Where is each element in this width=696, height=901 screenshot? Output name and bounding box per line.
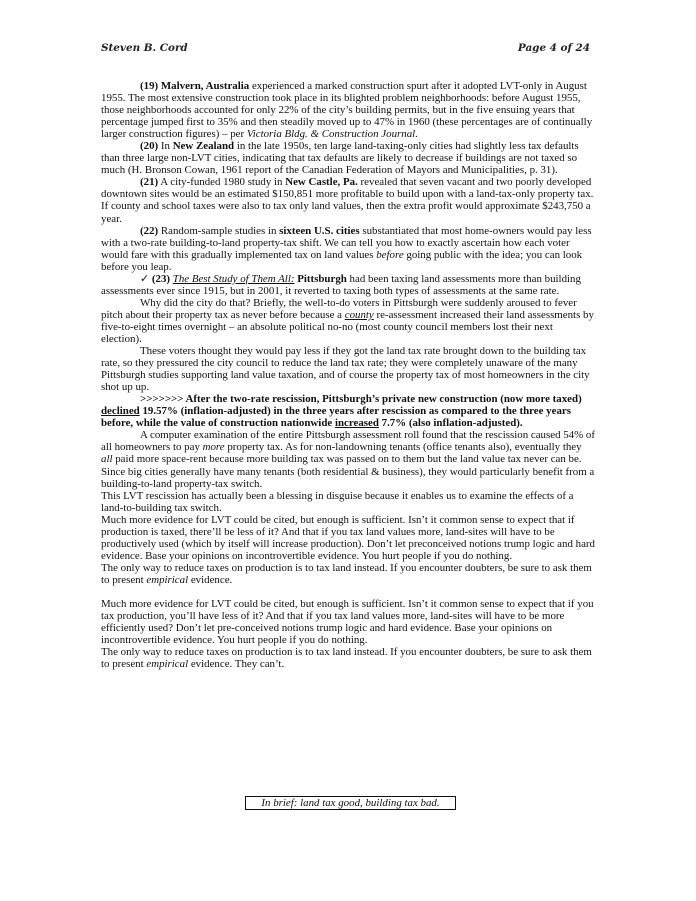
summary-box: In brief: land tax good, building tax bad. bbox=[245, 796, 456, 810]
author-name: Steven B. Cord bbox=[101, 42, 188, 54]
paragraph-20: (20) In New Zealand in the late 1950s, ten large land-taxing-only cities had slightly less tax defaults than three large non-LVT cities, indicating that tax defaults are likely to decrease if buildings are not taxed so much (H. Bronson Cowan, 1961 report of the Canadian Federation of Mayors and Municipalities, p. 31). bbox=[101, 140, 579, 177]
page-header bbox=[101, 42, 590, 54]
item-number: (20) bbox=[140, 140, 159, 153]
paragraph-22: (22) Random-sample studies in sixteen U.S. cities substantiated that most home-owners would pay less with a two-rate building-to-land property-tax shift. We can tell you how to exactly ascertain how each voter would fare with this gradually implemented tax on land values before going public with the idea; you can look before you leap. bbox=[101, 224, 592, 273]
paragraph-blessing: This LVT rescission has actually been a blessing in disguise because it enables us to examine the effects of a land-to-building tax switch. bbox=[101, 489, 574, 514]
paragraph-19: (19) Malvern, Australia experienced a marked construction spurt after it adopted LVT-only in August 1955. The most extensive construction took place in its blighted problem neighborhoods: before August 1955, those neighborhoods accounted for only 22% of the city’s building permits, but in the five ensuing years that percentage jumped first to 35% and then steadily moved up to 47% in 1960 (these percentages are of continually larger construction figures) – per Victoria Bldg. & Construction Journal. bbox=[101, 80, 593, 141]
paragraph-23: ✓ (23) The Best Study of Them All: Pittsburgh had been taxing land assessments more than building assessments ever since 1915, but in 2001, it reverted to taxing both types of assessments at the same rate. bbox=[101, 272, 581, 297]
item-number: (22) bbox=[140, 224, 159, 237]
item-number: (21) bbox=[140, 176, 159, 189]
source-citation: Victoria Bldg. & Construction Journal bbox=[246, 128, 416, 141]
paragraph-evidence-1: Much more evidence for LVT could be cited, but enough is sufficient. Isn’t it common sense to expect that if production is taxed, there’ll be less of it? And that if you tax land values more, land-sites will have to be productively used (which by itself will increase production). Don’t let preconceived notions trump logic and hard evidence. Base your opinions on incontrovertible evidence. You hurt people if you do nothing. bbox=[101, 513, 595, 562]
place-name: sixteen U.S. cities bbox=[279, 224, 360, 237]
place-name: Malvern, Australia bbox=[160, 80, 250, 92]
paragraph-why: Why did the city do that? Briefly, the well-to-do voters in Pittsburgh were suddenly aroused to fever pitch about their property tax as never before because a county re-assessment increased their land assessments by five-to-eight times overnight – an absolute political no-no (most county council members lost their next election). bbox=[101, 296, 594, 345]
paragraph-only-way-1: The only way to reduce taxes on production is to tax land instead. If you encounter doubters, be sure to ask them to present empirical evidence. bbox=[101, 561, 592, 586]
paragraph-21: (21) A city-funded 1980 study in New Castle, Pa. revealed that seven vacant and two poorly developed downtown sites would be an estimated $150,851 more profitable to build upon with a land-tax-only property tax. If county and school taxes were also to tax only land values, then the extra profit would approximate $243,750 a year. bbox=[101, 176, 594, 225]
paragraph-evidence-2: Much more evidence for LVT could be cited, but enough is sufficient. Isn’t it common sense to expect that if you tax production, you’ll have less of it? And that if you tax land values more, land-sites will have to be more efficiently used? Don’t let pre-conceived notions trump logic and hard evidence. Base your opinions on incontrovertible evidence. You hurt people if you do nothing. bbox=[101, 597, 594, 647]
place-name: Pittsburgh bbox=[297, 272, 347, 285]
study-title: The Best Study of Them All: bbox=[172, 272, 295, 285]
paragraph-only-way-2: The only way to reduce taxes on production is to tax land instead. If you encounter doubters, be sure to ask them to present empirical evidence. They can’t. bbox=[101, 646, 592, 671]
paragraph-voters: These voters thought they would pay less if they got the land tax rate brought down to the building tax rate, so they pressured the city council to reduce the land tax rate; they were completely unaware of the many Pittsburgh studies supporting land value taxation, and of course the property tax of most homeowners in the city shot up up. bbox=[101, 345, 590, 394]
paragraph-computer-exam: A computer examination of the entire Pittsburgh assessment roll found that the rescission caused 54% of all homeowners to pay more property tax. As for non-landowning tenants (office tenants also), eventually they all paid more space-rent because more building tax was passed on to them but the land value tax never can be. Since big cities generally have many tenants (both residential & business), they would particularly benefit from a building-to-land property-tax switch. bbox=[101, 429, 595, 490]
page-number: Page 4 of 24 bbox=[517, 42, 590, 54]
item-number: (19) bbox=[140, 80, 159, 92]
document-body bbox=[101, 80, 595, 670]
item-number: (23) bbox=[151, 272, 171, 285]
place-name: New Zealand bbox=[172, 140, 235, 153]
place-name: New Castle, Pa. bbox=[285, 176, 358, 189]
checkmark-icon: ✓ bbox=[140, 272, 150, 285]
paragraph-after-rescission: >>>>>>> After the two-rate rescission, Pittsburgh’s private new construction (now more taxed) declined 19.57% (inflation-adjusted) in the three years after rescission as compared to the three years before, while the value of construction nationwide increased 7.7% (also inflation-adjusted). bbox=[101, 393, 582, 430]
